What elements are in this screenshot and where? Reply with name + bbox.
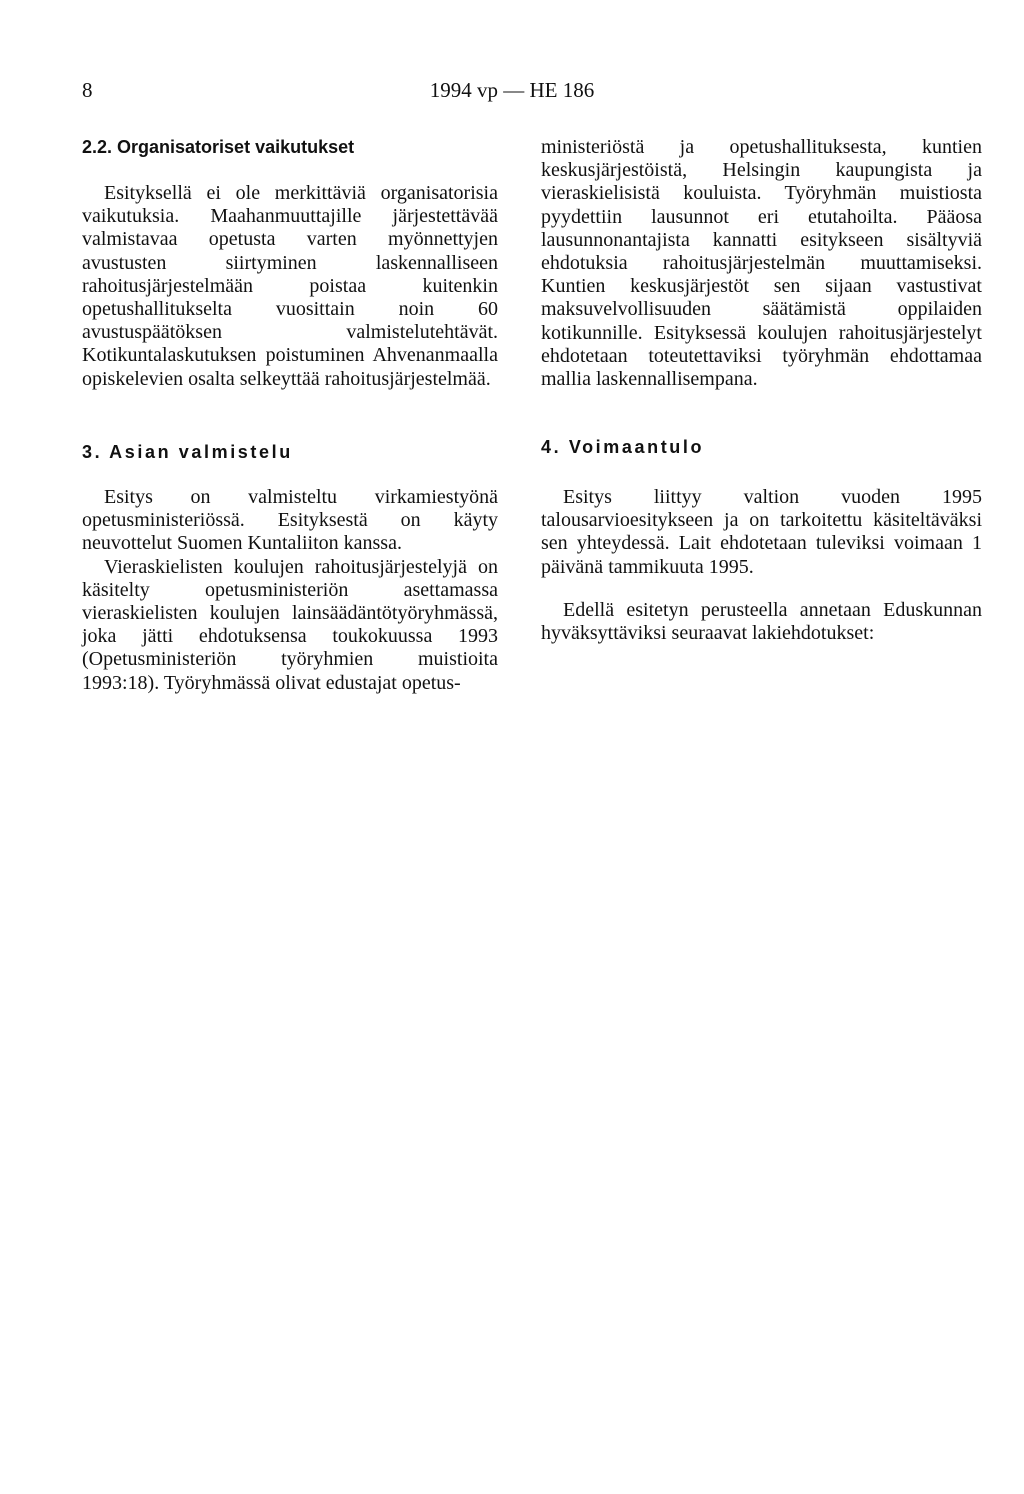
page-number: 8 <box>82 78 93 102</box>
section-2-2-heading: 2.2. Organisatoriset vaikutukset <box>82 137 355 157</box>
section-3-paragraph-1: Esitys on valmisteltu virkamiestyönä opetusministeriössä. Esityksestä on käyty neuvottelut Suomen Kuntaliiton kanssa. <box>82 486 498 555</box>
section-4-heading: 4. Voimaantulo <box>541 437 705 457</box>
section-3-body <box>82 486 498 695</box>
closing-statement <box>541 599 982 645</box>
section-3-paragraph-2: Vieraskielisten koulujen rahoitusjärjestelyjä on käsitelty opetusministeriön asettamassa vieraskielisten koulujen lainsäädäntötyöryhmässä, joka jätti ehdotuksensa toukokuussa 1993 (Opetusministeriön työryhmien muistioita 1993:18). Työryhmässä olivat edustajat opetus- <box>82 555 498 694</box>
section-2-2-paragraph: Esityksellä ei ole merkittäviä organisatorisia vaikutuksia. Maahanmuuttajille järjestettävää valmistavaa opetusta varten myönnettyjen avustusten siirtyminen laskennalliseen rahoitusjärjestelmään poistaa kuitenkin opetushallitukselta vuosittain noin 60 avustuspäätöksen valmistelutehtävät. Kotikuntalaskutuksen poistuminen Ahvenanmaalla opiskelevien osalta selkeyttää rahoitusjärjestelmää. <box>82 182 498 390</box>
page-header-title: 1994 vp — HE 186 <box>429 78 595 102</box>
section-3-heading: 3. Asian valmistelu <box>82 442 293 462</box>
section-2-2-body <box>82 182 498 391</box>
section-4-body <box>541 486 982 579</box>
section-4-paragraph-2: Edellä esitetyn perusteella annetaan Eduskunnan hyväksyttäviksi seuraavat lakiehdotukset: <box>541 599 982 645</box>
section-4-paragraph-1: Esitys liittyy valtion vuoden 1995 talousarvioesitykseen ja on tarkoitettu käsiteltäväksi sen yhteydessä. Lait ehdotetaan tuleviksi voimaan 1 päivänä tammikuuta 1995. <box>541 486 982 578</box>
section-3-continuation <box>541 136 982 391</box>
section-3-continuation-paragraph: ministeriöstä ja opetushallituksesta, kuntien keskusjärjestöistä, Helsingin kaupungista ja vieraskielisistä kouluista. Työryhmän muistiosta pyydettiin lausunnot eri etutahoilta. Pääosa lausunnonantajista kannatti esitykseen sisältyviä ehdotuksia rahoitusjärjestelmän muuttamiseksi. Kuntien keskusjärjestöt sen sijaan vastustivat maksuvelvollisuuden säätämistä oppilaiden kotikunnille. Esityksessä koulujen rahoitusjärjestelyt ehdotetaan toteutettaviksi työryhmän ehdottamaa mallia laskennallisempana. <box>541 136 982 391</box>
